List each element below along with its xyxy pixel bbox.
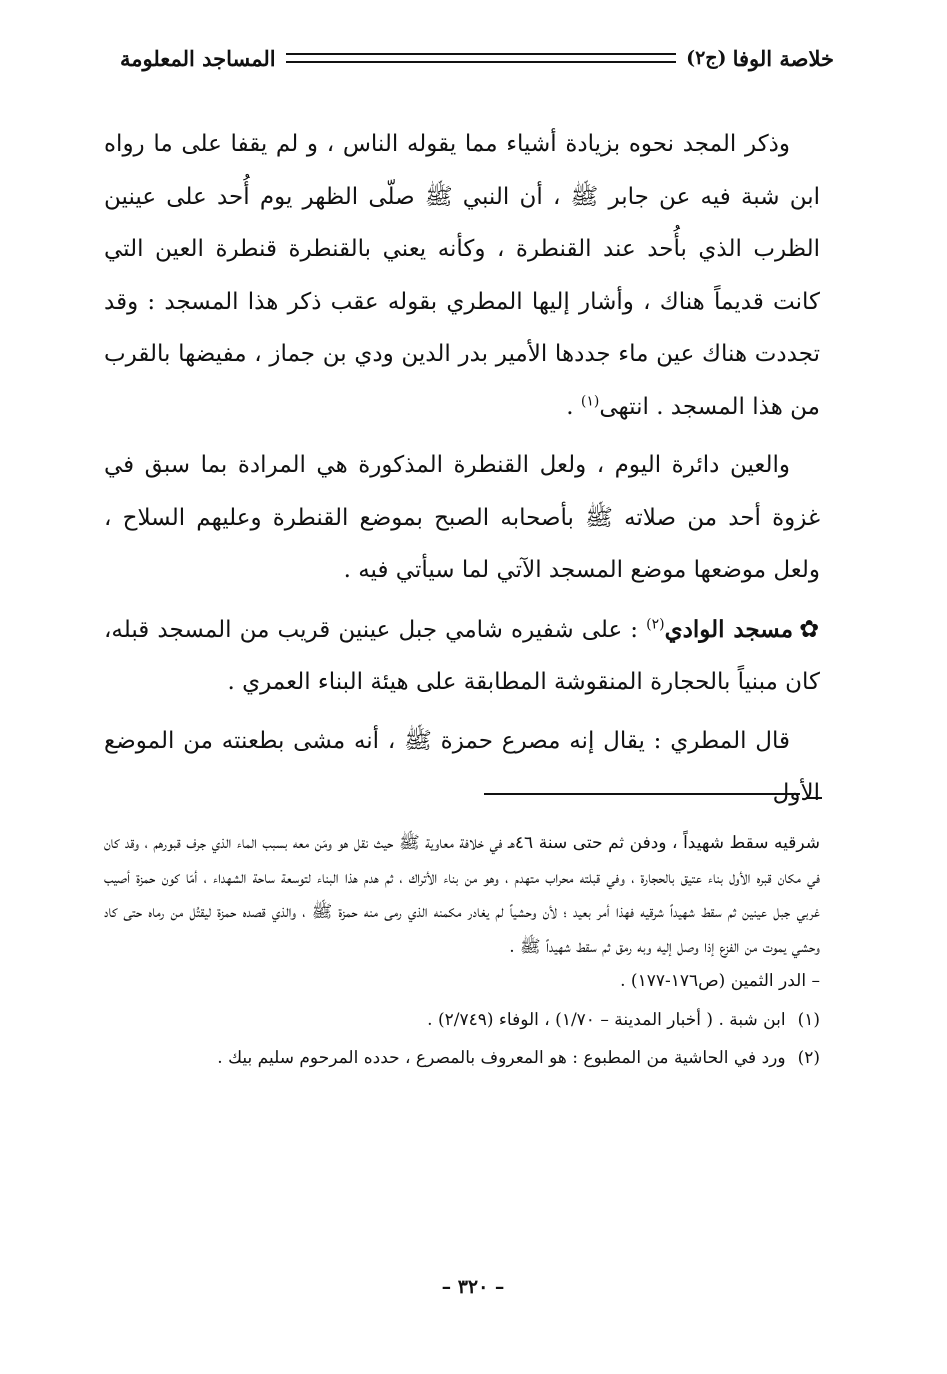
header-section-title: المساجد المعلومة [120,45,276,71]
footnote-separator-dash [806,797,822,799]
footnote-separator [484,793,800,795]
footnote-ref: (١) [580,392,600,409]
section-text: : على شفيره شامي جبل عينين قريب من المسجد قبله، كان مبنياً بالحجارة المنقوشة المطابقة على هيئة البناء العمري . [104,616,820,695]
footnote-number: (١) [797,1009,820,1030]
footnote-item [104,1041,820,1076]
footnote-text: ابن شبة . ( أخبار المدينة – ١/٧٠) ، الوفاء (٢/٧٤٩) . [427,1009,786,1030]
footnote-continuation: شرقيه سقط شهيداً ، ودفن ثم حتى سنة ٤٦هـ في خلافة معاوية ﷺ حيث نقل هو ومَن معه بسبب الماء الذي جرف قبورهم ، وقد كان في مكان قبره الأول بناء عتيق بالحجارة ، وفي قبلته محراب متهدم ، وهو من بناء الأتراك ، ثم هدم هذا البناء لتوسعة ساحة الشهداء ، أمّا كون حمزة أصيب غربي جبل عينين ثم سقط شهيداً شرقيه فهذا أمر بعيد ؛ لأن وحشياً لم يغادر مكمنه الذي رمى منه حمزة ﷺ ، والذي قصده حمزة ليقتُل من رماه حتى كاد وحشي يموت من الفزع إذا وصل إليه وبه رمق ثم سقط شهيداً ﷺ . [104,833,820,957]
footnote-source: – الدر الثمين (ص١٧٦-١٧٧) . [620,971,820,991]
header-book-title: خلاصة الوفا [732,45,834,71]
footnote-ref: (٢) [646,615,665,632]
section-paragraph [104,603,820,709]
footnote-text: ورد في الحاشية من المطبوع : هو المعروف بالمصرع ، حدده المرحوم سليم بيك . [217,1048,786,1068]
body-paragraph: والعين دائرة اليوم ، ولعل القنطرة المذكورة هي المرادة بما سبق في غزوة أحد من صلاته ﷺ بأصحابه الصبح بموضع القنطرة وعليهم السلاح ، ولعل موضعها موضع المسجد الآتي لما سيأتي فيه . [104,452,820,583]
flower-icon: ✿ [799,614,821,643]
footnotes [104,826,820,1076]
footnote-number: (٢) [797,1048,820,1068]
running-header [120,40,834,76]
paragraph-text: وذكر المجد نحوه بزيادة أشياء مما يقوله الناس ، و لم يقفا على ما رواه ابن شبة فيه عن جابر ﷺ ، أن النبي ﷺ صلّى الظهر يوم أُحد على عينين الظرب الذي بأُحد عند القنطرة ، وكأنه يعني بالقنطرة قنطرة العين التي كانت قديماً هناك ، وأشار إليها المطري بقوله عقب ذكر هذا المسجد : وقد تجددت هناك عين ماء جددها الأمير بدر الدين ودي بن جماز ، مفيضها بالقرب من هذا المسجد . انتهى [104,131,820,420]
body-paragraph [104,118,820,433]
body-paragraph: قال المطري : يقال إنه مصرع حمزة ﷺ ، أنه مشى بطعنته من الموضع الأول [104,727,820,806]
page-number: – ٣٢٠ – [441,1276,505,1298]
header-volume: (ج٢) [686,47,727,69]
footnote-item [104,1003,820,1038]
period: . [566,393,574,420]
header-double-rule [286,53,676,63]
main-text [104,118,820,826]
section-heading: مسجد الوادي [664,615,794,643]
